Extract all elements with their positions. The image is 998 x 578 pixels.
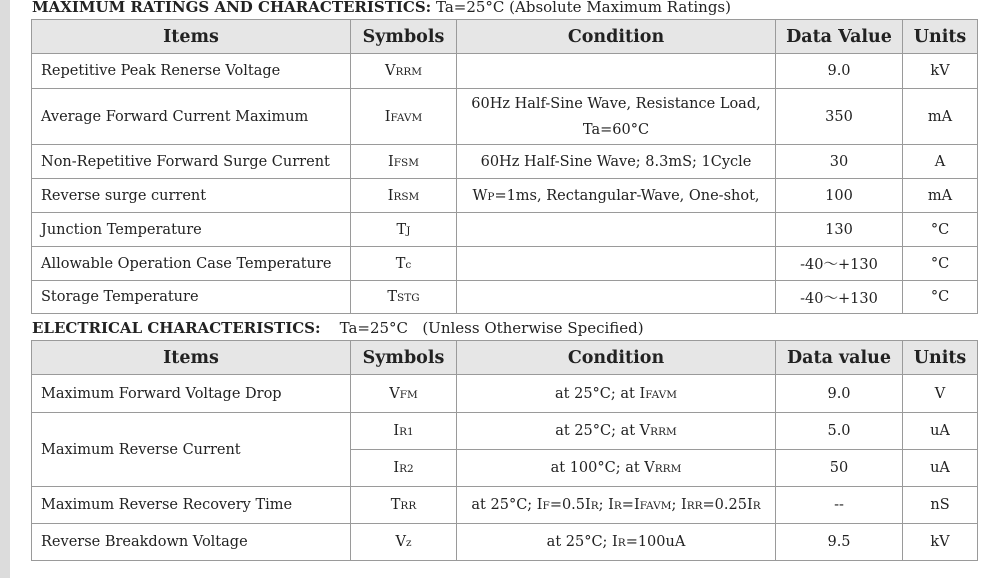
- row-value: -40～+130: [776, 247, 903, 281]
- symbol-subscript: R2: [399, 463, 414, 475]
- condition-subscript: R: [617, 537, 626, 549]
- condition-text: =I: [621, 497, 640, 513]
- electrical-title-label: ELECTRICAL CHARACTERISTICS:: [32, 319, 321, 337]
- header-symbols: Symbols: [351, 341, 457, 375]
- row-item: Reverse surge current: [32, 179, 351, 213]
- row-item: Allowable Operation Case Temperature: [32, 247, 351, 281]
- row-units: uA: [903, 450, 978, 487]
- condition-subscript: P: [487, 190, 495, 203]
- max-ratings-title-conditions: Ta=25°C (Absolute Maximum Ratings): [431, 0, 731, 16]
- table-row: [32, 487, 978, 524]
- electrical-title-conditions: Ta=25°C (Unless Otherwise Specified): [320, 319, 644, 337]
- row-condition: 60Hz Half-Sine Wave; 8.3mS; 1Cycle: [457, 145, 776, 179]
- row-value: 9.5: [776, 524, 903, 561]
- table-header-row: [32, 20, 978, 54]
- condition-text: =0.5I: [549, 497, 591, 513]
- row-units: °C: [903, 213, 978, 247]
- condition-text: W: [472, 187, 488, 204]
- symbol-subscript: FAVM: [390, 111, 423, 124]
- row-value: -40～+130: [776, 281, 903, 314]
- condition-line-2: Ta=60°C: [582, 121, 650, 138]
- electrical-table: [31, 340, 978, 561]
- symbol-main: I: [393, 423, 400, 439]
- row-units: mA: [903, 179, 978, 213]
- row-units: uA: [903, 413, 978, 450]
- row-condition: [457, 89, 776, 145]
- symbol-main: I: [384, 108, 391, 125]
- left-window-border: [0, 0, 10, 578]
- condition-subscript: R: [752, 500, 761, 512]
- symbol-main: V: [395, 534, 406, 550]
- symbol-subscript: STG: [397, 292, 420, 304]
- table-row: [32, 89, 978, 145]
- electrical-title: [32, 319, 644, 337]
- condition-text: ; I: [598, 497, 614, 513]
- row-symbol: [351, 413, 457, 450]
- row-symbol: [351, 375, 457, 413]
- row-symbol: [351, 450, 457, 487]
- condition-text: ; I: [671, 497, 687, 513]
- table-row: [32, 524, 978, 561]
- symbol-subscript: FSM: [393, 156, 419, 169]
- max-ratings-table: [31, 19, 978, 314]
- table-row: [32, 145, 978, 179]
- header-symbols: Symbols: [351, 20, 457, 54]
- row-condition: [457, 524, 776, 561]
- row-item: Reverse Breakdown Voltage: [32, 524, 351, 561]
- row-condition: [457, 375, 776, 413]
- symbol-subscript: RRM: [395, 66, 423, 78]
- row-units: nS: [903, 487, 978, 524]
- row-item: Average Forward Current Maximum: [32, 89, 351, 145]
- row-item: Maximum Reverse Recovery Time: [32, 487, 351, 524]
- row-item: Junction Temperature: [32, 213, 351, 247]
- row-condition: [457, 213, 776, 247]
- row-units: kV: [903, 524, 978, 561]
- header-condition: Condition: [457, 341, 776, 375]
- row-units: mA: [903, 89, 978, 145]
- symbol-subscript: z: [405, 537, 412, 549]
- row-condition: [457, 247, 776, 281]
- row-value: 30: [776, 145, 903, 179]
- row-symbol: [351, 524, 457, 561]
- symbol-subscript: J: [406, 224, 411, 237]
- row-item: Repetitive Peak Renerse Voltage: [32, 54, 351, 89]
- table-row: [32, 413, 978, 450]
- condition-subscript: RRM: [654, 463, 682, 475]
- condition-subscript: RR: [686, 500, 703, 512]
- condition-text: =0.25I: [702, 497, 753, 513]
- condition-text: at 25°C; at V: [555, 423, 651, 439]
- row-condition: [457, 450, 776, 487]
- symbol-main: T: [395, 255, 406, 272]
- row-symbol: [351, 145, 457, 179]
- condition-text: at 25°C; I: [471, 497, 543, 513]
- row-value: 9.0: [776, 54, 903, 89]
- row-item: Storage Temperature: [32, 281, 351, 314]
- row-condition: [457, 413, 776, 450]
- symbol-main: I: [393, 460, 400, 476]
- header-condition: Condition: [457, 20, 776, 54]
- condition-text: =1ms, Rectangular-Wave, One-shot,: [494, 187, 760, 204]
- header-units: Units: [903, 20, 978, 54]
- symbol-main: T: [387, 289, 398, 305]
- table-header-row: [32, 341, 978, 375]
- row-item: Maximum Forward Voltage Drop: [32, 375, 351, 413]
- row-symbol: [351, 54, 457, 89]
- condition-subscript: FAVM: [639, 500, 672, 512]
- row-symbol: [351, 213, 457, 247]
- symbol-subscript: FM: [399, 388, 418, 401]
- row-symbol: [351, 89, 457, 145]
- max-ratings-title: [32, 0, 731, 16]
- symbol-subscript: R1: [399, 426, 414, 438]
- condition-subscript: R: [613, 500, 622, 512]
- table-row: [32, 375, 978, 413]
- condition-subscript: F: [542, 500, 550, 512]
- table-row: [32, 281, 978, 314]
- row-condition: [457, 487, 776, 524]
- row-symbol: [351, 487, 457, 524]
- row-condition: [457, 54, 776, 89]
- symbol-subscript: RR: [400, 500, 417, 512]
- row-units: °C: [903, 247, 978, 281]
- row-value: 130: [776, 213, 903, 247]
- condition-text: =100uA: [625, 534, 686, 550]
- max-ratings-title-label: MAXIMUM RATINGS AND CHARACTERISTICS:: [32, 0, 432, 16]
- condition-subscript: RRM: [650, 426, 677, 438]
- row-symbol: [351, 179, 457, 213]
- condition-text: at 25°C; I: [546, 534, 618, 550]
- table-row: [32, 213, 978, 247]
- row-value: 5.0: [776, 413, 903, 450]
- symbol-main: I: [388, 153, 394, 170]
- symbol-subscript: RSM: [393, 190, 420, 203]
- symbol-main: I: [387, 187, 394, 204]
- condition-subscript: R: [590, 500, 599, 512]
- row-units: V: [903, 375, 978, 413]
- row-value: 50: [776, 450, 903, 487]
- header-items: Items: [32, 20, 351, 54]
- symbol-main: V: [384, 63, 396, 79]
- condition-line-1: 60Hz Half-Sine Wave, Resistance Load,: [471, 95, 761, 112]
- symbol-main: V: [389, 385, 400, 402]
- row-units: A: [903, 145, 978, 179]
- table-row: [32, 247, 978, 281]
- row-units: kV: [903, 54, 978, 89]
- condition-subscript: FAVM: [645, 388, 677, 401]
- header-items: Items: [32, 341, 351, 375]
- row-value: 9.0: [776, 375, 903, 413]
- table-row: [32, 54, 978, 89]
- row-symbol: [351, 281, 457, 314]
- header-data-value: Data value: [776, 341, 903, 375]
- row-value: --: [776, 487, 903, 524]
- symbol-subscript: c: [405, 258, 412, 271]
- row-condition: [457, 179, 776, 213]
- symbol-main: T: [396, 221, 407, 238]
- row-item: Maximum Reverse Current: [32, 413, 351, 487]
- row-symbol: [351, 247, 457, 281]
- header-data-value: Data Value: [776, 20, 903, 54]
- row-value: 350: [776, 89, 903, 145]
- row-condition: [457, 281, 776, 314]
- header-units: Units: [903, 341, 978, 375]
- condition-text: at 100°C; at V: [550, 460, 655, 476]
- row-item: Non-Repetitive Forward Surge Current: [32, 145, 351, 179]
- row-value: 100: [776, 179, 903, 213]
- table-row: [32, 179, 978, 213]
- condition-text: at 25°C; at I: [555, 385, 646, 402]
- row-units: °C: [903, 281, 978, 314]
- symbol-main: T: [390, 497, 401, 513]
